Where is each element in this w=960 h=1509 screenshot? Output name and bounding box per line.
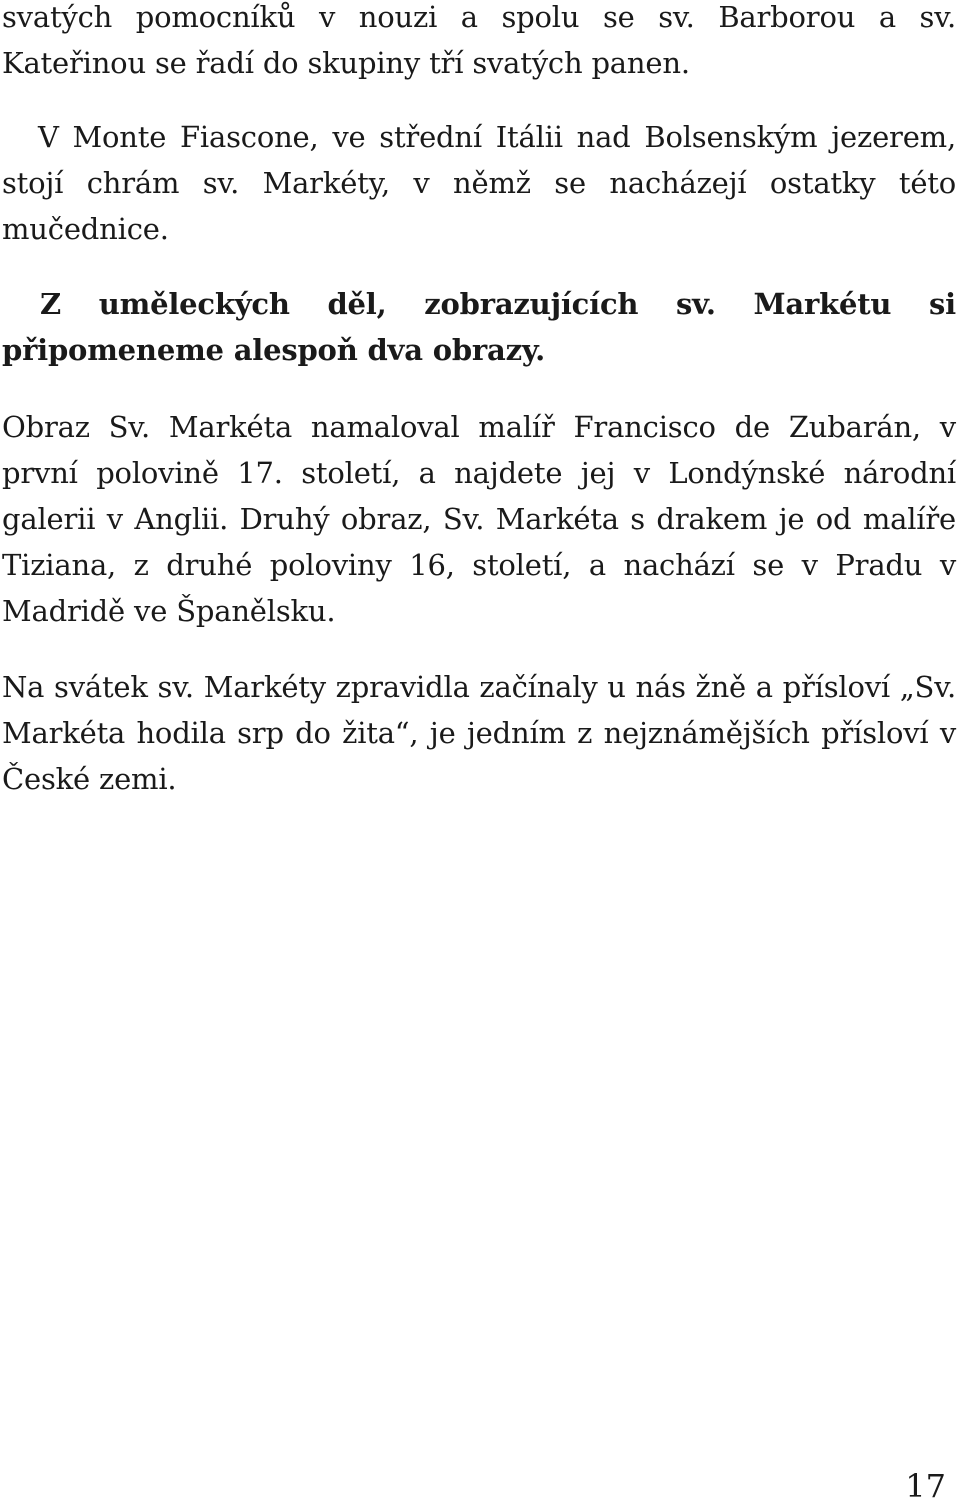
paragraph-text: Obraz Sv. Markéta namaloval malíř Francisco de Zubarán, v první polovině 17. století, a najdete jej v Londýnské národní galerii v Anglii. Druhý obraz, Sv. Markéta s drakem je od malíře Tiziana, z druhé poloviny 16, století, a nachází se v Pradu v Madridě ve Španělsku. xyxy=(2,410,956,628)
paragraph-saint-group xyxy=(2,0,956,86)
paragraph-paintings xyxy=(2,404,956,634)
paragraph-text: svatých pomocníků v nouzi a spolu se sv. Barborou a sv. Kateřinou se řadí do skupiny tří svatých panen. xyxy=(2,0,956,80)
paragraph-artworks-heading xyxy=(2,281,956,373)
paragraph-feast-day-proverb xyxy=(2,664,956,802)
page-number: 17 xyxy=(905,1467,946,1505)
paragraph-text: Na svátek sv. Markéty zpravidla začínaly u nás žně a přísloví „Sv. Markéta hodila srp do žita“, je jedním z nejznámějších přísloví v České zemi. xyxy=(2,670,956,796)
paragraph-text: Z uměleckých děl, zobrazujících sv. Markétu si připomeneme alespoň dva obrazy. xyxy=(2,287,956,367)
paragraph-monte-fiascone xyxy=(2,114,956,252)
paragraph-text: V Monte Fiascone, ve střední Itálii nad Bolsenským jezerem, stojí chrám sv. Markéty, v němž se nacházejí ostatky této mučednice. xyxy=(2,120,956,246)
